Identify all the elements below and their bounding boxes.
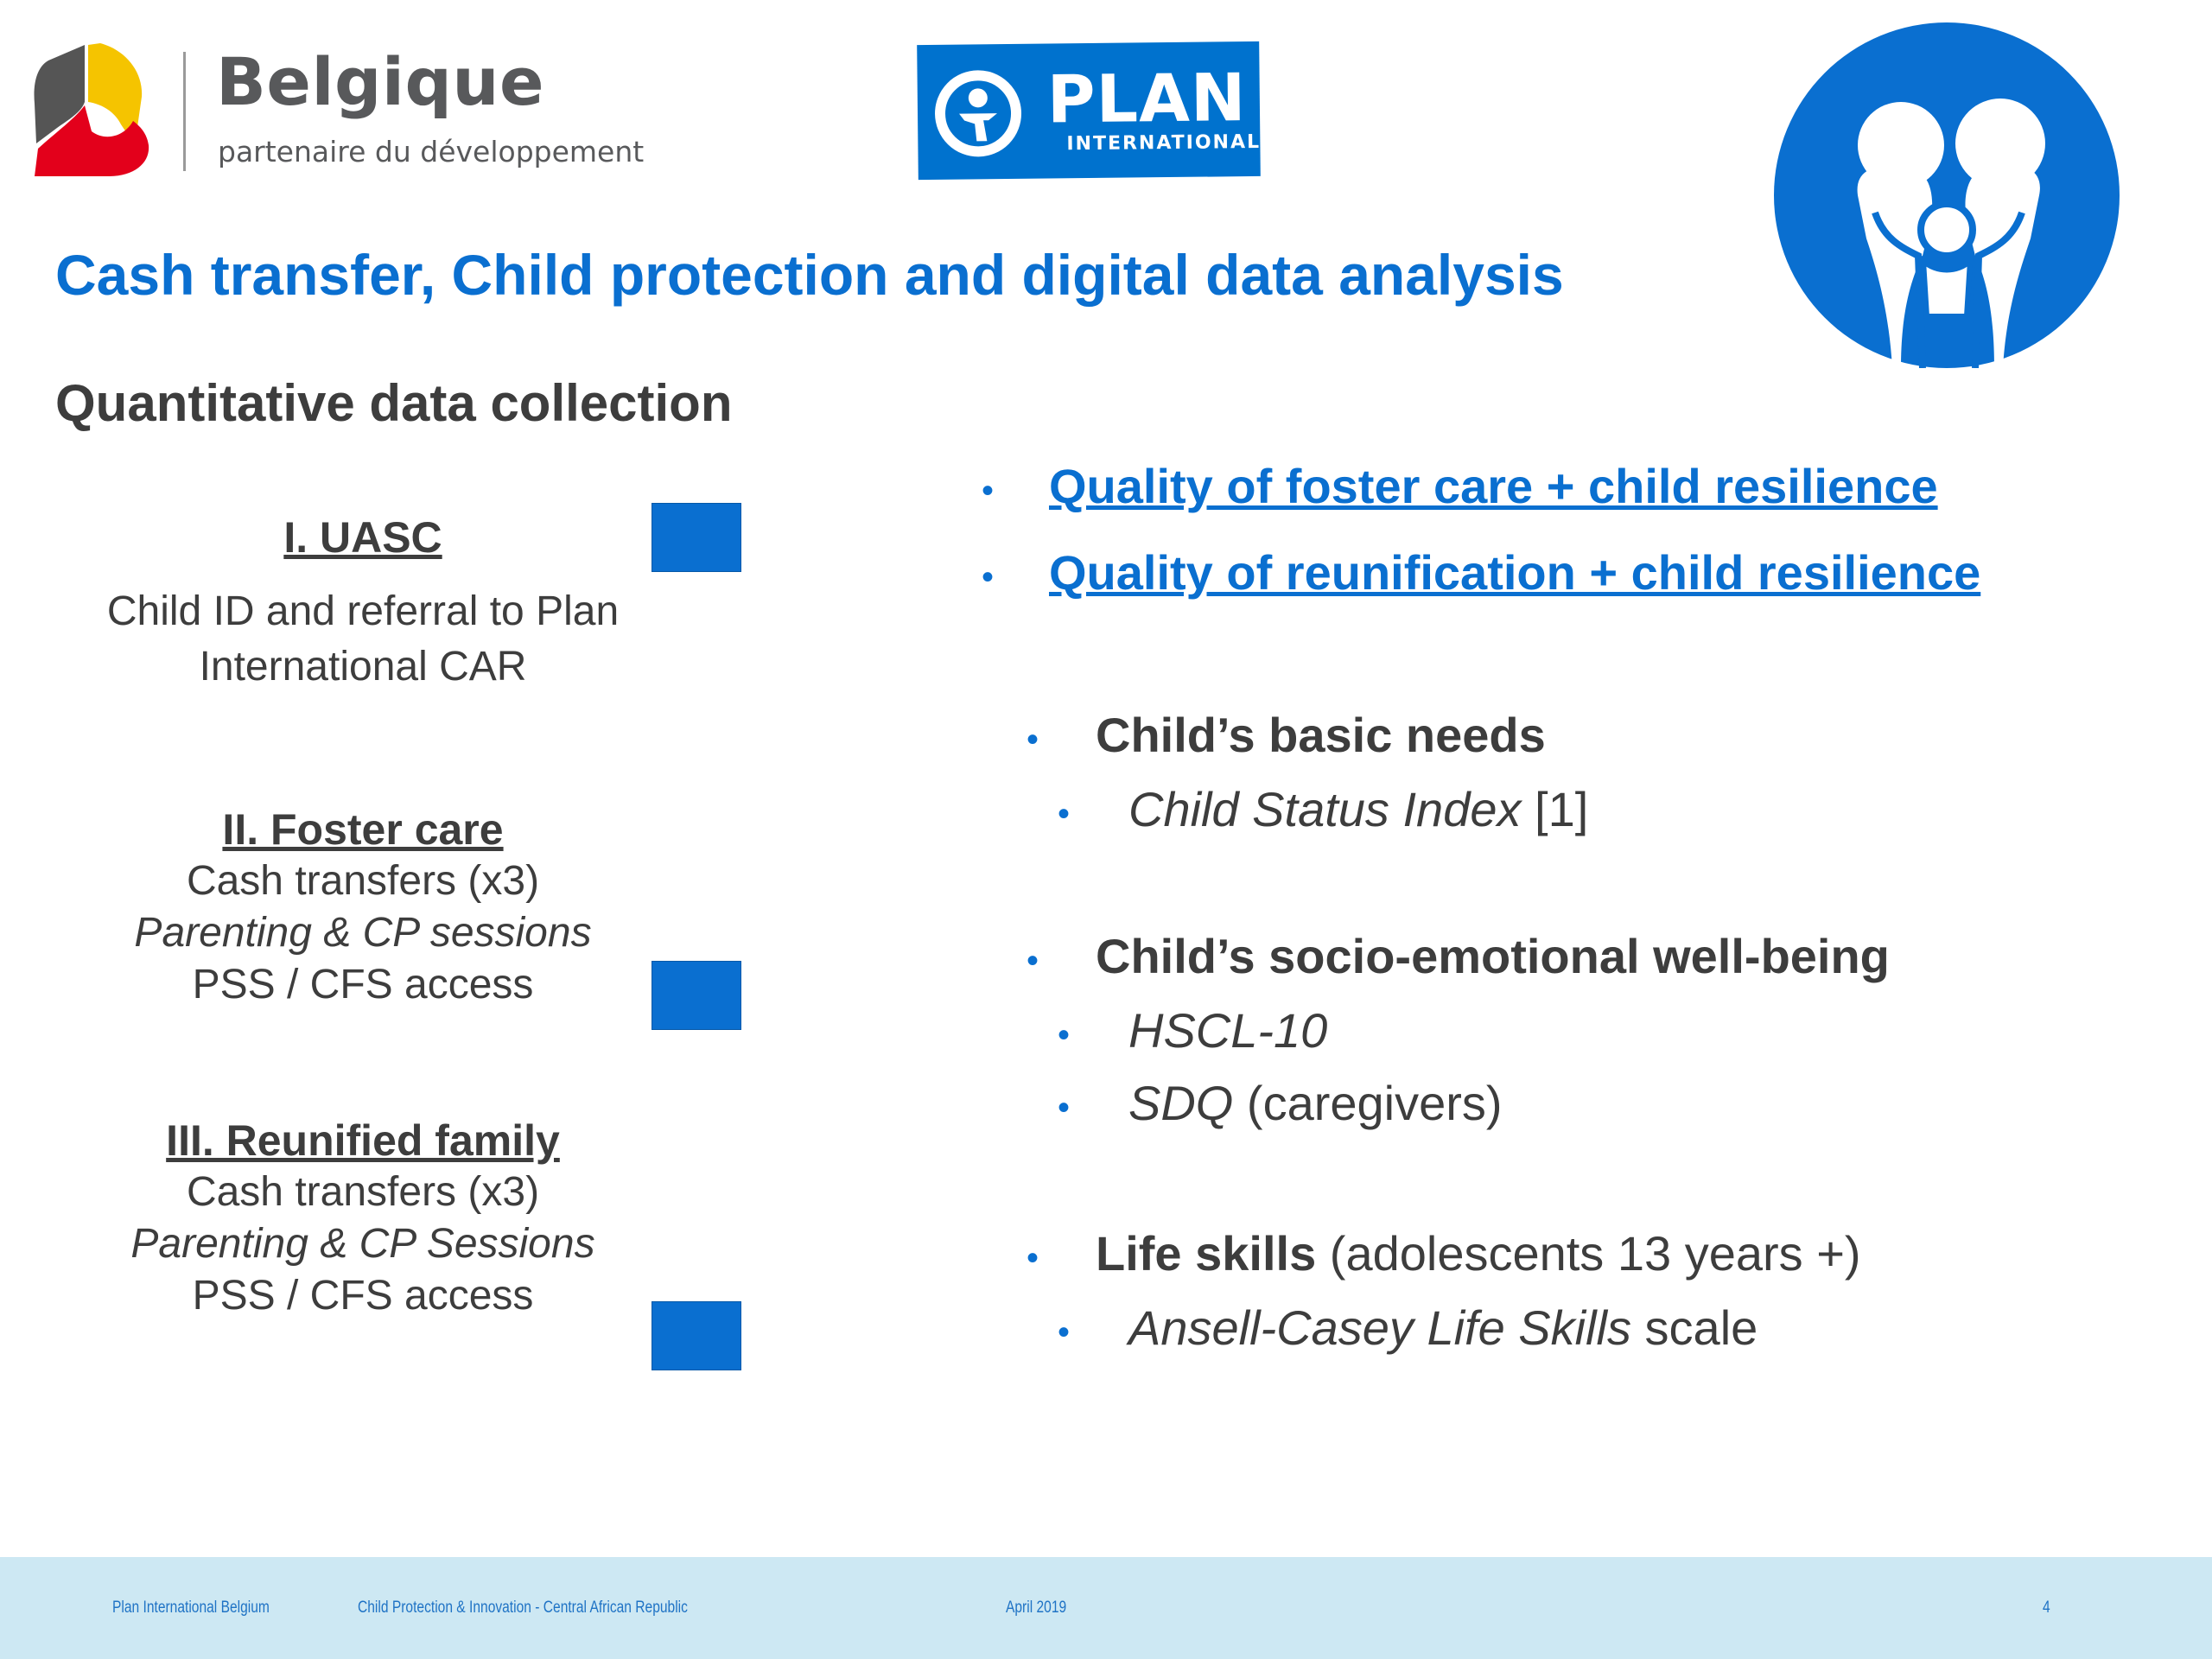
block-heading: II. Foster care (222, 805, 504, 854)
bullet: • (1058, 1016, 1071, 1054)
footer-org: Plan International Belgium (112, 1599, 270, 1617)
slide-subtitle: Quantitative data collection (55, 374, 733, 432)
belgium-subtitle: partenaire du développement (218, 135, 645, 168)
belgium-logo-icon (31, 41, 152, 180)
plan-wordmark: PLAN (1046, 59, 1247, 138)
blue-marker-box (652, 1301, 741, 1370)
block-line: PSS / CFS access (192, 962, 534, 1007)
link-foster-care-quality[interactable]: Quality of foster care + child resilience (1049, 459, 1938, 513)
bullet: • (982, 472, 995, 510)
bullet: • (1027, 942, 1039, 980)
family-illustration-icon (1771, 22, 2122, 368)
section-item: SDQ (caregivers) (1128, 1076, 1503, 1130)
block-line: PSS / CFS access (192, 1273, 534, 1319)
section-heading: Child’s basic needs (1096, 708, 1546, 762)
plan-subtext: INTERNATIONAL (1066, 130, 1262, 156)
block-foster-care (60, 804, 665, 1011)
slide-footer (0, 1557, 2212, 1659)
link-reunification-quality[interactable]: Quality of reunification + child resilience (1049, 545, 1981, 600)
bullet: • (1058, 795, 1071, 833)
section-item: Child Status Index [1] (1128, 782, 1589, 836)
block-line: International CAR (199, 644, 527, 690)
footer-date: April 2019 (1006, 1599, 1067, 1617)
section-item: Ansell-Casey Life Skills scale (1128, 1300, 1758, 1355)
block-heading: III. Reunified family (166, 1116, 560, 1165)
section-item: HSCL-10 (1128, 1003, 1328, 1058)
page-number: 4 (2043, 1599, 2050, 1617)
blue-marker-box (652, 503, 741, 572)
plan-emblem-icon (932, 68, 1023, 159)
block-reunified-family (60, 1115, 665, 1322)
block-line: Child ID and referral to Plan (106, 588, 620, 634)
block-line: Cash transfers (x3) (186, 858, 540, 904)
footer-project: Child Protection & Innovation - Central African Republic (358, 1599, 688, 1617)
bullet: • (1058, 1089, 1071, 1127)
bullet: • (1058, 1313, 1071, 1351)
block-line: Parenting & CP sessions (134, 910, 592, 956)
logo-divider (183, 52, 186, 171)
blue-marker-box (652, 961, 741, 1030)
bullet: • (1027, 721, 1039, 759)
block-line: Parenting & CP Sessions (130, 1221, 595, 1267)
block-heading: I. UASC (283, 513, 442, 562)
bullet: • (982, 558, 995, 596)
belgium-name: Belgique (216, 43, 545, 120)
bullet: • (1027, 1239, 1039, 1277)
section-heading: Child’s socio-emotional well-being (1096, 929, 1890, 983)
block-uasc (60, 512, 665, 695)
plan-international-logo (917, 41, 1261, 180)
block-line: Cash transfers (x3) (186, 1169, 540, 1215)
section-heading: Life skills (adolescents 13 years +) (1096, 1226, 1861, 1281)
slide-title: Cash transfer, Child protection and digital data analysis (55, 243, 1564, 307)
